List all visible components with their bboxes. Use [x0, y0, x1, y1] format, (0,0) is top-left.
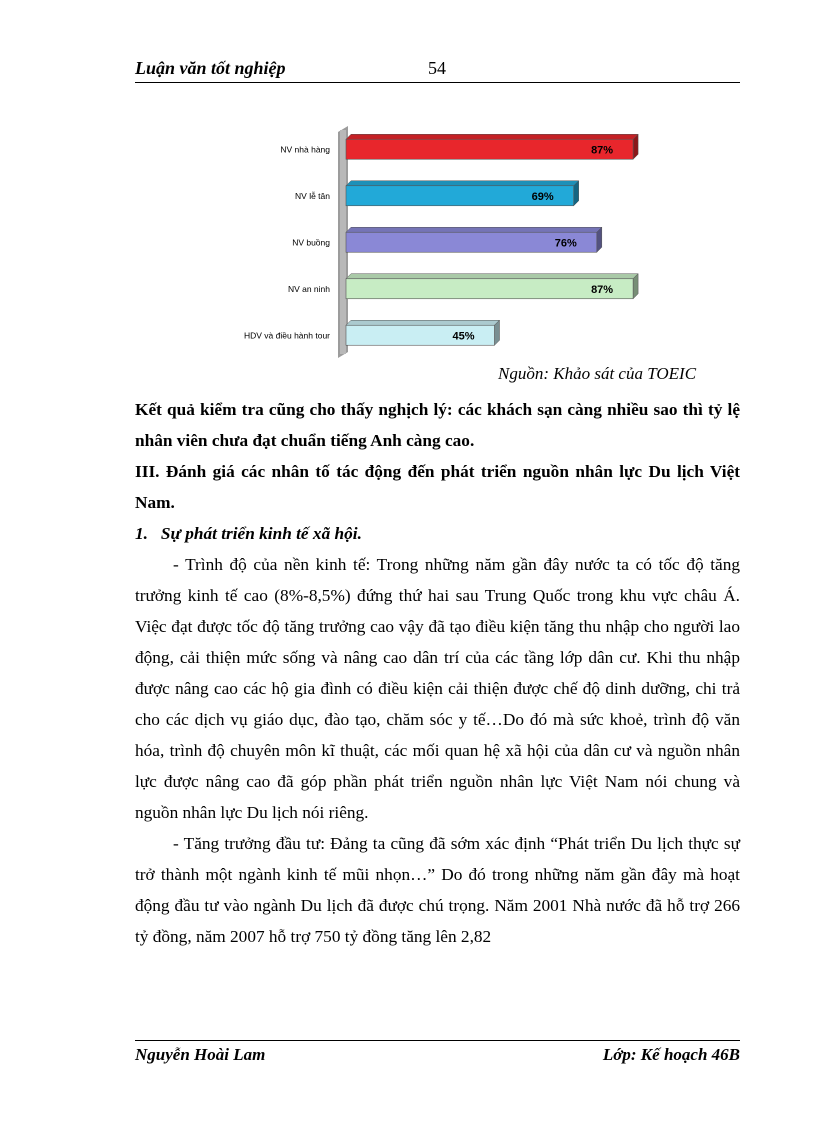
chart-value-label: 69% [531, 190, 554, 203]
chart-value-label: 87% [591, 283, 614, 296]
page-number: 54 [428, 58, 446, 78]
header-title: Luận văn tốt nghiệp [135, 58, 286, 78]
chart-axis-wall-face [340, 130, 346, 354]
page-footer [135, 1040, 740, 1071]
section-heading: III. Đánh giá các nhân tố tác động đến phát triển nguồn nhân lực Du lịch Việt Nam. [135, 462, 740, 512]
chart-bar-top [346, 227, 602, 232]
paragraph-result: Kết quả kiểm tra cũng cho thấy nghịch lý: các khách sạn càng nhiều sao thì tỷ lệ nhân viên chưa đạt chuẩn tiếng Anh càng cao. [135, 400, 740, 450]
chart-bar [346, 139, 633, 159]
chart-category-label: NV buồng [292, 237, 330, 248]
footer-class: Lớp: Kế hoạch 46B [602, 1045, 740, 1064]
chart-value-label: 76% [554, 237, 577, 250]
footer-author: Nguyễn Hoài Lam [135, 1045, 266, 1064]
chart-category-label: NV nhà hàng [280, 144, 330, 155]
chart-value-label: 87% [591, 144, 614, 157]
chart-category-label: NV an ninh [287, 283, 330, 294]
bar-chart-svg [230, 120, 650, 360]
chart-bar-top [346, 134, 638, 139]
chart-value-label: 45% [452, 330, 475, 343]
paragraph-economy: - Trình độ của nền kinh tế: Trong những năm gần đây nước ta có tốc độ tăng trưởng kinh tế cao (8%-8,5%) đứng thứ hai sau Trung Quốc trong khu vực châu Á. Việc đạt được tốc độ tăng trưởng cao vậy đã tạo điều kiện tăng thu nhập cho người lao động, cải thiện mức sống và nâng cao dân trí của các tầng lớp dân cư. Khi thu nhập được nâng cao các hộ gia đình có điều kiện cải thiện được chế độ dinh dưỡng, chi trả cho các dịch vụ giáo dục, đào tạo, chăm sóc y tế…Do đó mà sức khoẻ, trình độ văn hóa, trình độ chuyên môn kĩ thuật, các mối quan hệ xã hội của dân cư và nguồn nhân lực được nâng cao đã góp phần phát triển nguồn nhân lực Việt Nam nói chung và nguồn nhân lực Du lịch nói riêng. [135, 555, 740, 822]
body-text [135, 394, 740, 952]
chart-bar-top [346, 274, 638, 279]
chart-bar [346, 279, 633, 299]
paragraph-investment: - Tăng trưởng đầu tư: Đảng ta cũng đã sớm xác định “Phát triển Du lịch thực sự trở thành một ngành kinh tế mũi nhọn…” Do đó trong những năm gần đây mà hoạt động đầu tư vào ngành Du lịch đã được chú trọng. Năm 2001 Nhà nước đã hỗ trợ 266 tỷ đồng, năm 2007 hỗ trợ 750 tỷ đồng tăng lên 2,82 [135, 834, 740, 946]
chart-source: Nguồn: Khảo sát của TOEIC [498, 364, 697, 383]
bar-chart [230, 120, 650, 360]
chart-bar-top [346, 320, 500, 325]
subsection-heading: 1. Sự phát triển kinh tế xã hội. [135, 524, 362, 543]
chart-category-label: HDV và điều hành tour [244, 330, 330, 341]
chart-bar-top [346, 181, 579, 186]
chart-category-label: NV lễ tân [295, 190, 330, 201]
page-header [135, 58, 740, 83]
